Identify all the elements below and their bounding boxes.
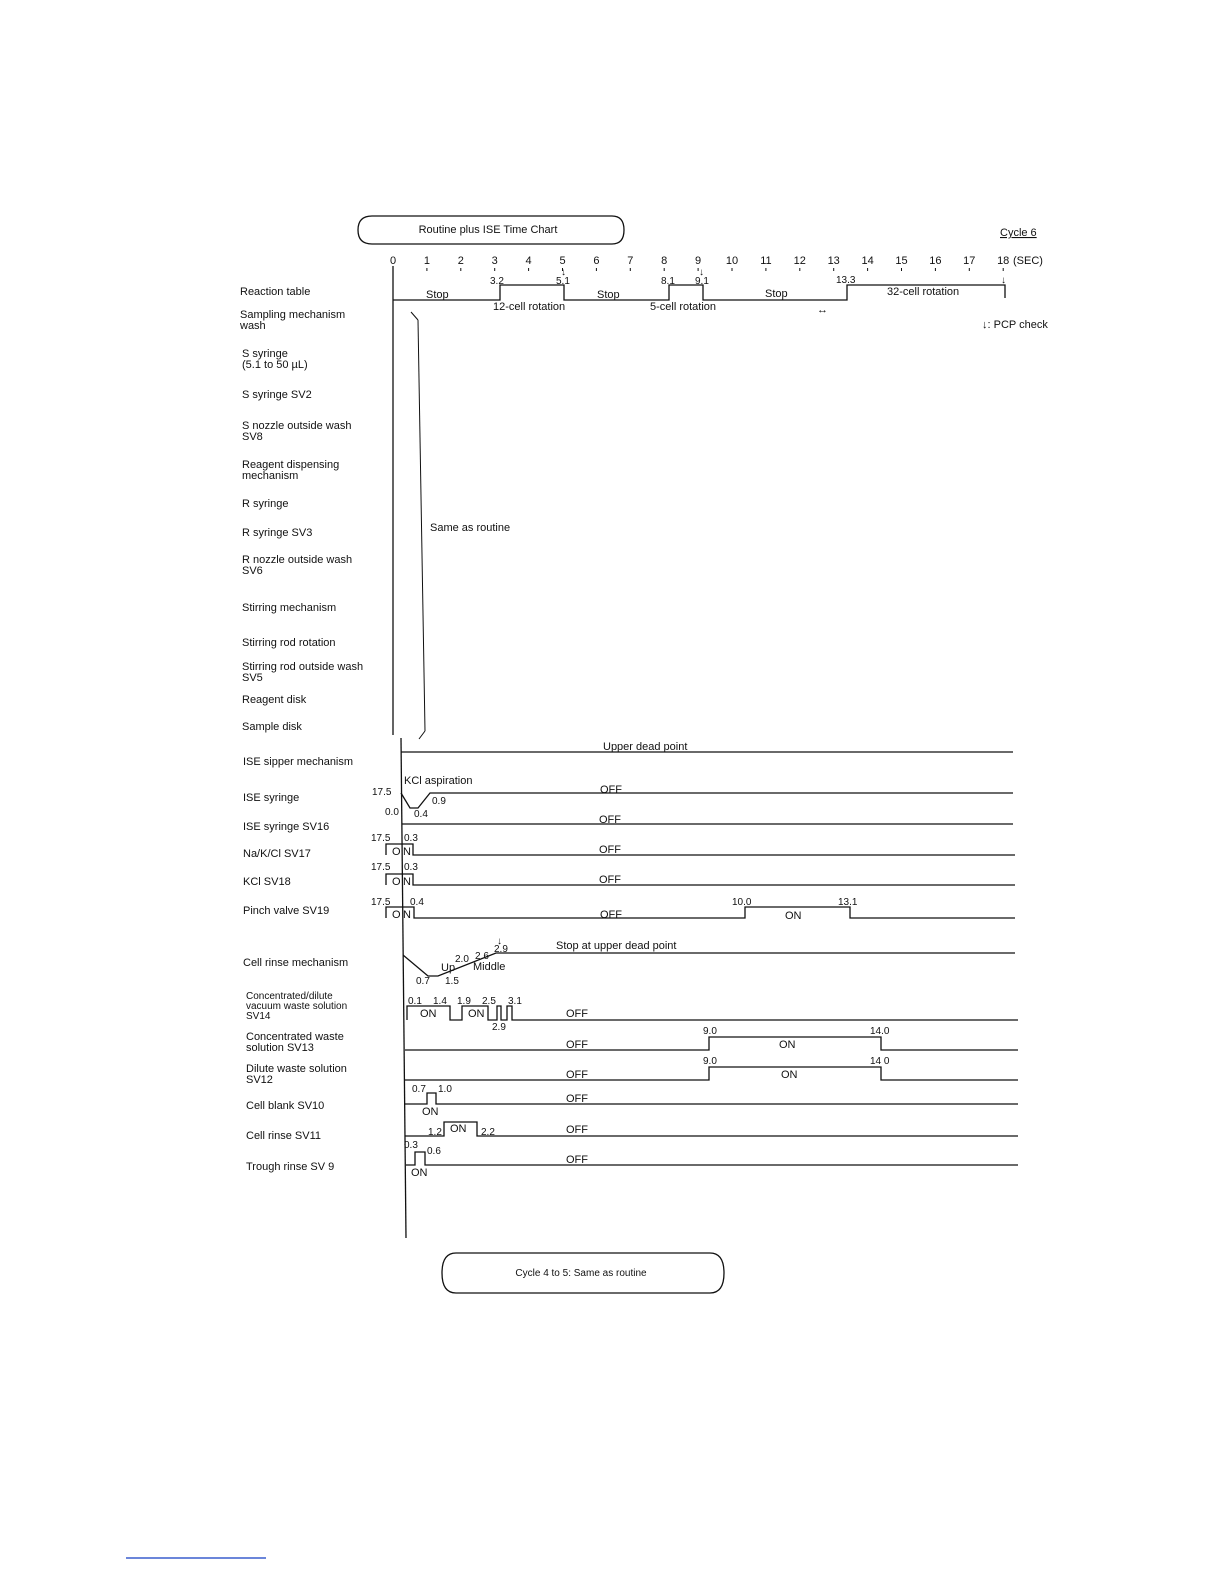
axis-tick-label: 1 [423,255,430,267]
sv12-off: OFF [566,1069,588,1081]
upper-dead-point-label: Upper dead point [603,741,688,753]
sv18-n: N [403,876,411,888]
sv13-on: ON [779,1039,796,1051]
sv18-0-3: 0.3 [404,862,418,873]
sv12-on: ON [781,1069,798,1081]
row-r-nozzle-1: R nozzle outside wash [242,554,353,566]
sv13-off: OFF [566,1039,588,1051]
rt-stop-2: Stop [597,289,620,301]
sv12-14-0: 14 0 [870,1056,890,1067]
row-sampling-wash-1: Sampling mechanism [240,309,346,321]
cycle-label: Cycle 6 [1000,227,1037,239]
row-s-nozzle-2: SV8 [242,431,263,443]
cr-middle: Middle [473,961,506,973]
row-reagent-dispensing-1: Reagent dispensing [242,459,340,471]
sv14-2-9: 2.9 [492,1022,506,1033]
axis-tick-label: 13 [827,255,840,267]
pcp-legend: ↓: PCP check [982,319,1048,331]
row-s-nozzle-1: S nozzle outside wash [242,420,352,432]
row-ise-syringe: ISE syringe [243,792,300,804]
kcl-aspiration-label: KCl aspiration [404,775,473,787]
row-stirring-rod-wash-1: Stirring rod outside wash [242,661,364,673]
sv10-wave [405,1084,1018,1118]
row-s-syringe-2: (5.1 to 50 µL) [242,359,308,371]
axis-unit: (SEC) [1013,255,1043,267]
axis-tick-label: 11 [760,255,772,267]
axis-tick-label: 16 [929,255,942,267]
row-s-syringe-sv2: S syringe SV2 [242,389,312,401]
row-stirring-mechanism: Stirring mechanism [242,602,337,614]
sv14-on-2: ON [468,1008,485,1020]
row-reagent-disk: Reagent disk [242,694,307,706]
ise-syringe-wave [372,775,1013,820]
row-sv14-1: Concentrated/dilute [246,991,333,1002]
sv13-14-0: 14.0 [870,1026,890,1037]
footer-note: Cycle 4 to 5: Same as routine [515,1268,647,1279]
sv19-off: OFF [600,909,622,921]
sv19-13-1: 13.1 [838,897,858,908]
sv11-1-2: 1.2 [428,1127,442,1138]
axis-tick-label: 17 [963,255,976,267]
sv17-o: O [392,846,401,858]
axis-tick-label: 4 [525,255,532,267]
row-sv12-1: Dilute waste solution [246,1063,347,1075]
row-ise-sipper: ISE sipper mechanism [243,756,354,768]
ise-sipper-wave [401,741,1013,753]
sv11-on: ON [450,1123,467,1135]
row-stirring-rod-rotation: Stirring rod rotation [242,637,336,649]
cr-2-9: 2.9 [494,944,508,955]
sv17-off: OFF [599,844,621,856]
sv18-off: OFF [599,874,621,886]
row-r-syringe: R syringe [242,498,289,510]
sv17-0-3: 0.3 [404,833,418,844]
axis-tick-label: 6 [593,255,600,267]
cr-2-0: 2.0 [455,954,469,965]
row-stirring-rod-wash-2: SV5 [242,672,263,684]
row-pinch-sv19: Pinch valve SV19 [243,905,330,917]
sv12-wave [405,1056,1018,1081]
cell-rinse-wave [403,936,1015,987]
rt-mark-5-1: 5.1 [556,276,570,287]
axis-tick-label: 18 [997,255,1010,267]
ise-sv16-wave [402,814,1013,826]
sv9-0-3: 0.3 [404,1140,418,1151]
cr-1-5: 1.5 [445,976,459,987]
ise-syr-0-0: 0.0 [385,807,399,818]
rt-stop-1: Stop [426,289,449,301]
sv9-0-6: 0.6 [427,1146,441,1157]
rt-mark-3-2: 3.2 [490,276,504,287]
sv16-off: OFF [599,814,621,826]
axis-tick-label: 0 [389,255,397,267]
sv18-17-5: 17.5 [371,862,391,873]
row-reaction-table: Reaction table [240,286,311,298]
sv9-off: OFF [566,1154,588,1166]
sv11-off: OFF [566,1124,588,1136]
sv19-10-0: 10.0 [732,897,752,908]
sv9-on: ON [411,1167,428,1179]
row-s-syringe-1: S syringe [242,348,288,360]
row-sv13-2: solution SV13 [246,1042,314,1054]
axis-tick-label: 5 [559,255,566,267]
sv13-9-0: 9.0 [703,1026,717,1037]
sv19-o: O [392,909,401,921]
sv14-2-5: 2.5 [482,996,496,1007]
rt-32-cell: 32-cell rotation [887,286,960,298]
row-ise-syringe-sv16: ISE syringe SV16 [243,821,330,833]
axis-tick-label: 2 [457,255,464,267]
pcp-check-mark-3: ↓ [1001,275,1006,286]
rt-5-cell: 5-cell rotation [650,301,717,313]
sv10-on: ON [422,1106,439,1118]
rt-double-arrow: ↔ [817,304,828,316]
sv9-wave [404,1140,1018,1179]
pcp-check-mark-2: ↓ [699,267,704,278]
axis-tick-label: 12 [793,255,806,267]
row-sample-disk: Sample disk [242,721,302,733]
sv19-on: ON [785,910,802,922]
row-labels [239,286,363,1173]
footer-note-box [442,1253,724,1293]
axis-tick-label: 15 [895,255,908,267]
row-nakcl-sv17: Na/K/Cl SV17 [243,848,311,860]
ise-syr-0-9: 0.9 [432,796,446,807]
sv12-9-0: 9.0 [703,1056,717,1067]
ise-syr-off: OFF [600,784,622,796]
sv11-2-2: 2.2 [481,1127,495,1138]
sv14-off: OFF [566,1008,588,1020]
row-reagent-dispensing-2: mechanism [242,470,299,482]
sv18-o: O [392,876,401,888]
rt-mark-13-3: 13.3 [836,275,856,286]
sv10-off: OFF [566,1093,588,1105]
row-cell-rinse-mech: Cell rinse mechanism [243,957,349,969]
row-sv14-2: vacuum waste solution [246,1001,348,1012]
sv10-1-0: 1.0 [438,1084,452,1095]
ise-syr-17-5: 17.5 [372,787,392,798]
sv14-1-4: 1.4 [433,996,447,1007]
cr-2-6: 2.6 [475,951,489,962]
cr-pcp-mark: ↓ [497,936,502,947]
row-sv14-3: SV14 [246,1011,271,1022]
reaction-table-wave [393,266,1006,735]
sv14-1-9: 1.9 [457,996,471,1007]
row-sv12-2: SV12 [246,1074,273,1086]
sv18-wave [371,862,1015,888]
sv14-3-1: 3.1 [508,996,522,1007]
rt-mark-9-1: 9.1 [695,276,709,287]
ise-baseline-vertical [401,738,406,1238]
sv17-n: N [403,846,411,858]
sv17-17-5: 17.5 [371,833,391,844]
sv19-wave [371,897,1015,922]
rt-mark-8-1: 8.1 [661,276,675,287]
axis-tick-label: 3 [491,255,498,267]
pcp-check-mark-1: ↓ [561,267,566,278]
stop-upper-label: Stop at upper dead point [556,940,677,952]
sv10-0-7: 0.7 [412,1084,426,1095]
sv14-0-1: 0.1 [408,996,422,1007]
row-sv13-1: Concentrated waste [246,1031,344,1043]
title-box [358,216,624,244]
cr-up: Up [441,962,456,974]
axis-tick-label: 9 [695,255,702,267]
cr-0-7: 0.7 [416,976,430,987]
axis-tick-label: 14 [861,255,874,267]
row-sampling-wash-2: wash [240,320,266,332]
axis-tick-label: 10 [725,255,739,267]
sv19-n: N [403,909,411,921]
sv19-0-4: 0.4 [410,897,424,908]
axis-tick-label: 8 [661,255,668,267]
sv17-wave [371,833,1015,858]
sv19-17-5: 17.5 [371,897,391,908]
chart-title: Routine plus ISE Time Chart [418,224,558,236]
ise-syr-0-4: 0.4 [414,809,428,820]
rt-stop-3: Stop [765,288,788,300]
rt-12-cell: 12-cell rotation [493,301,566,313]
row-r-syringe-sv3: R syringe SV3 [242,527,313,539]
same-as-routine-bracket [411,312,510,739]
row-sv10: Cell blank SV10 [246,1100,325,1112]
row-sv9: Trough rinse SV 9 [246,1161,335,1173]
row-r-nozzle-2: SV6 [242,565,263,577]
row-kcl-sv18: KCl SV18 [243,876,291,888]
sv11-wave [405,1122,1018,1138]
row-sv11: Cell rinse SV11 [246,1130,321,1142]
same-as-routine-label: Same as routine [430,522,511,534]
sv14-on-1: ON [420,1008,437,1020]
axis-tick-label: 7 [627,255,634,267]
